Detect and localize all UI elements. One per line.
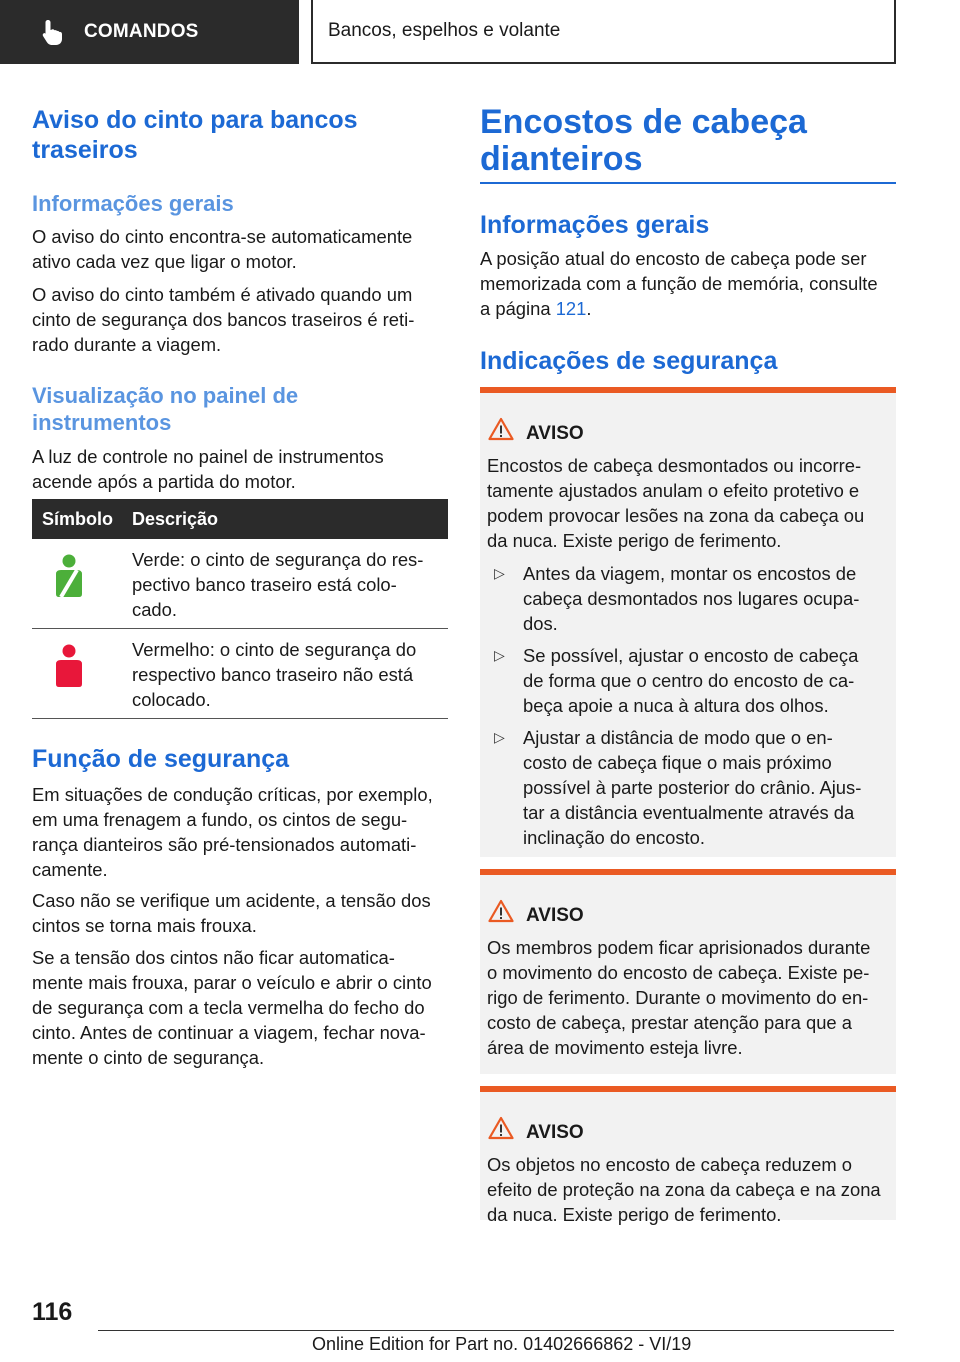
section-title: COMANDOS	[84, 21, 199, 42]
text-line: mente o cinto de segurança.	[32, 1047, 265, 1068]
text-line: A posição atual do encosto de cabeça pode ser	[480, 248, 867, 269]
text-line: costo de cabeça, prestar atenção para que a	[487, 1012, 852, 1033]
footer-edition: Online Edition for Part no. 01402666862 - VI/19	[312, 1334, 692, 1354]
text-line: memorizada com a função de memória, consulte	[480, 273, 878, 294]
text-line: Encostos de cabeça	[480, 103, 807, 141]
hand-pointer-icon	[40, 18, 66, 46]
text-line: camente.	[32, 859, 108, 880]
text-line: cinto de segurança dos bancos traseiros é reti-	[32, 309, 415, 330]
text-line: Se possível, ajustar o encosto de cabeça	[523, 645, 859, 666]
table-row-divider	[32, 718, 448, 719]
text-line: rigo de ferimento. Durante o movimento do en-	[487, 987, 869, 1008]
right-title	[480, 104, 807, 178]
bullet-icon: ▷	[494, 565, 505, 581]
text-line: dianteiros	[480, 140, 643, 178]
text-line: Em situações de condução críticas, por exemplo,	[32, 784, 433, 805]
list-item	[523, 643, 883, 718]
text-line: em uma frenagem a fundo, os cintos de segu-	[32, 809, 408, 830]
warning-box	[480, 387, 896, 857]
text-line: da nuca. Existe perigo de ferimento.	[487, 530, 782, 551]
text-line: cabeça desmontados nos lugares ocupa-	[523, 588, 860, 609]
symbol-table-header	[32, 499, 448, 539]
text-line: tamente ajustados anulam o efeito protetivo e	[487, 480, 860, 501]
text-line: Se a tensão dos cintos não ficar automatica-	[32, 947, 395, 968]
warning-triangle-icon	[488, 1116, 514, 1140]
text-line	[480, 296, 900, 321]
warning-triangle-icon	[488, 899, 514, 923]
text-line: colocado.	[132, 689, 211, 710]
text-line: A luz de controle no painel de instrumentos	[32, 446, 384, 467]
text-span: a página	[480, 298, 556, 319]
text-line: o movimento do encosto de cabeça. Existe pe-	[487, 962, 870, 983]
text-line: O aviso do cinto também é ativado quando um	[32, 284, 413, 305]
chapter-title: Bancos, espelhos e volante	[328, 20, 561, 41]
text-line: Vermelho: o cinto de segurança do	[132, 639, 417, 660]
page-number: 116	[32, 1298, 73, 1326]
table-row-description	[132, 547, 448, 622]
text-line: rado durante a viagem.	[32, 334, 222, 355]
right-info-heading: Informações gerais	[480, 211, 710, 239]
text-line: Visualização no painel de	[32, 383, 299, 408]
text-line: possível à parte posterior do crânio. Ajus-	[523, 777, 862, 798]
left-info-heading: Informações gerais	[32, 191, 234, 216]
text-line: pectivo banco traseiro está colo-	[132, 574, 397, 595]
text-line: de segurança com a tecla vermelha do fecho do	[32, 997, 425, 1018]
warning-title: AVISO	[526, 1122, 584, 1143]
text-line: Antes da viagem, montar os encostos de	[523, 563, 857, 584]
left-func-paragraph-2	[32, 888, 452, 938]
left-func-paragraph-3	[32, 945, 452, 1070]
warning-triangle-icon	[488, 417, 514, 441]
footer-divider	[98, 1330, 894, 1331]
left-function-heading: Função de segurança	[32, 745, 290, 773]
left-info-paragraph-1	[32, 224, 448, 274]
left-info-paragraph-2	[32, 282, 448, 357]
text-line: podem provocar lesões na zona da cabeça ou	[487, 505, 865, 526]
left-func-paragraph-1	[32, 782, 452, 882]
left-vis-paragraph	[32, 444, 448, 494]
column-header-description: Descrição	[132, 509, 219, 529]
text-line: inclinação do encosto.	[523, 827, 705, 848]
text-line: Ajustar a distância de modo que o en-	[523, 727, 833, 748]
warning-text	[487, 1152, 889, 1227]
text-line: dos.	[523, 613, 558, 634]
warning-title: AVISO	[526, 423, 584, 444]
text-line: tar a distância eventualmente através da	[523, 802, 855, 823]
text-line: respectivo banco traseiro não está	[132, 664, 414, 685]
section-tab	[0, 0, 299, 64]
text-line: O aviso do cinto encontra-se automaticamente	[32, 226, 413, 247]
text-line: costo de cabeça fique o mais próximo	[523, 752, 832, 773]
seatbelt-green-icon	[52, 554, 86, 598]
text-line: Os objetos no encosto de cabeça reduzem o	[487, 1154, 852, 1175]
text-span: .	[586, 298, 592, 319]
warning-text	[487, 935, 889, 1060]
table-row-description	[132, 637, 448, 712]
text-line: área de movimento esteja livre.	[487, 1037, 743, 1058]
chapter-header	[311, 0, 896, 64]
title-underline	[480, 182, 896, 184]
list-item	[523, 725, 883, 850]
list-item	[523, 561, 883, 636]
bullet-icon: ▷	[494, 647, 505, 663]
left-title-line2: traseiros	[32, 136, 138, 164]
text-line: cado.	[132, 599, 177, 620]
left-title-line1: Aviso do cinto para bancos	[32, 106, 358, 134]
text-line: instrumentos	[32, 410, 172, 435]
text-line: de forma que o centro do encosto de ca-	[523, 670, 855, 691]
warning-box	[480, 869, 896, 1074]
text-line: Encostos de cabeça desmontados ou incorre-	[487, 455, 862, 476]
right-safety-heading: Indicações de segurança	[480, 347, 778, 375]
text-line: ativo cada vez que ligar o motor.	[32, 251, 297, 272]
text-line: mente mais frouxa, parar o veículo e abrir o cinto	[32, 972, 432, 993]
page-reference-link[interactable]: 121	[555, 298, 587, 319]
text-line: efeito de proteção na zona da cabeça e na zona	[487, 1179, 881, 1200]
warning-title: AVISO	[526, 905, 584, 926]
text-line: Verde: o cinto de segurança do res-	[132, 549, 424, 570]
text-line: acende após a partida do motor.	[32, 471, 296, 492]
text-line: da nuca. Existe perigo de ferimento.	[487, 1204, 782, 1225]
warning-text	[487, 453, 889, 553]
text-line: rança dianteiros são pré-tensionados automati-	[32, 834, 417, 855]
text-line: beça apoie a nuca à altura dos olhos.	[523, 695, 829, 716]
bullet-icon: ▷	[494, 729, 505, 745]
text-line: cintos se torna mais frouxa.	[32, 915, 257, 936]
left-vis-heading	[32, 382, 298, 436]
table-row-divider	[32, 628, 448, 629]
right-info-paragraph	[480, 246, 900, 321]
column-header-symbol: Símbolo	[42, 509, 113, 529]
seatbelt-red-icon	[52, 644, 86, 688]
text-line: Os membros podem ficar aprisionados durante	[487, 937, 871, 958]
text-line: Caso não se verifique um acidente, a tensão dos	[32, 890, 431, 911]
warning-box	[480, 1086, 896, 1225]
left-title	[32, 105, 358, 165]
text-line: cinto. Antes de continuar a viagem, fechar nova-	[32, 1022, 426, 1043]
